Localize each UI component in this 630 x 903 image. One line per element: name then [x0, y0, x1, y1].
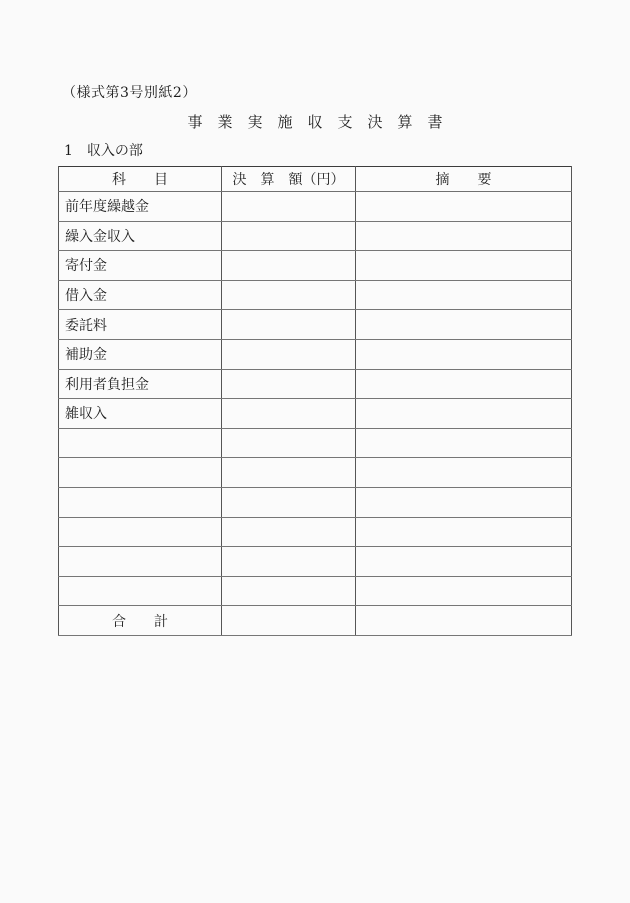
form-number-label: （様式第3号別紙2） — [62, 85, 197, 101]
cell-item: 繰入金収入 — [59, 221, 222, 251]
table-row — [59, 576, 572, 606]
cell-amount — [222, 487, 356, 517]
cell-item — [59, 458, 222, 488]
table-row — [59, 251, 572, 281]
table-row — [59, 310, 572, 340]
table-header-row — [59, 167, 572, 192]
cell-amount — [222, 399, 356, 429]
cell-amount — [222, 517, 356, 547]
cell-note — [356, 428, 572, 458]
total-row — [59, 606, 572, 636]
cell-amount — [222, 221, 356, 251]
cell-note — [356, 547, 572, 577]
section-heading-income: 1 収入の部 — [64, 143, 143, 159]
cell-note — [356, 576, 572, 606]
cell-note — [356, 517, 572, 547]
cell-item: 前年度繰越金 — [59, 192, 222, 222]
cell-item: 委託料 — [59, 310, 222, 340]
cell-note — [356, 369, 572, 399]
cell-note — [356, 221, 572, 251]
cell-note — [356, 487, 572, 517]
cell-note — [356, 458, 572, 488]
cell-note — [356, 310, 572, 340]
total-label: 合 計 — [59, 606, 222, 636]
cell-amount — [222, 547, 356, 577]
cell-item: 補助金 — [59, 339, 222, 369]
cell-note — [356, 192, 572, 222]
cell-amount — [222, 576, 356, 606]
column-header-note: 摘 要 — [356, 167, 572, 192]
column-header-amount: 決 算 額（円） — [222, 167, 356, 192]
table-row — [59, 192, 572, 222]
table-row — [59, 517, 572, 547]
cell-amount — [222, 339, 356, 369]
cell-amount — [222, 458, 356, 488]
cell-amount — [222, 310, 356, 340]
table-row — [59, 458, 572, 488]
cell-amount — [222, 369, 356, 399]
cell-amount — [222, 280, 356, 310]
document-title: 事 業 実 施 収 支 決 算 書 — [187, 113, 443, 131]
table-row — [59, 221, 572, 251]
table-row — [59, 369, 572, 399]
table-row — [59, 547, 572, 577]
table-row — [59, 339, 572, 369]
table-row — [59, 487, 572, 517]
column-header-item: 科 目 — [59, 167, 222, 192]
cell-note — [356, 399, 572, 429]
cell-item — [59, 517, 222, 547]
cell-item: 寄付金 — [59, 251, 222, 281]
table-row — [59, 399, 572, 429]
cell-item: 雑収入 — [59, 399, 222, 429]
cell-item — [59, 547, 222, 577]
income-table — [58, 166, 572, 636]
table-row — [59, 280, 572, 310]
table-row — [59, 428, 572, 458]
cell-item: 利用者負担金 — [59, 369, 222, 399]
cell-amount — [222, 251, 356, 281]
cell-note — [356, 251, 572, 281]
cell-note — [356, 280, 572, 310]
total-note — [356, 606, 572, 636]
cell-item — [59, 428, 222, 458]
cell-amount — [222, 192, 356, 222]
cell-item: 借入金 — [59, 280, 222, 310]
total-amount — [222, 606, 356, 636]
cell-item — [59, 576, 222, 606]
cell-item — [59, 487, 222, 517]
cell-note — [356, 339, 572, 369]
cell-amount — [222, 428, 356, 458]
